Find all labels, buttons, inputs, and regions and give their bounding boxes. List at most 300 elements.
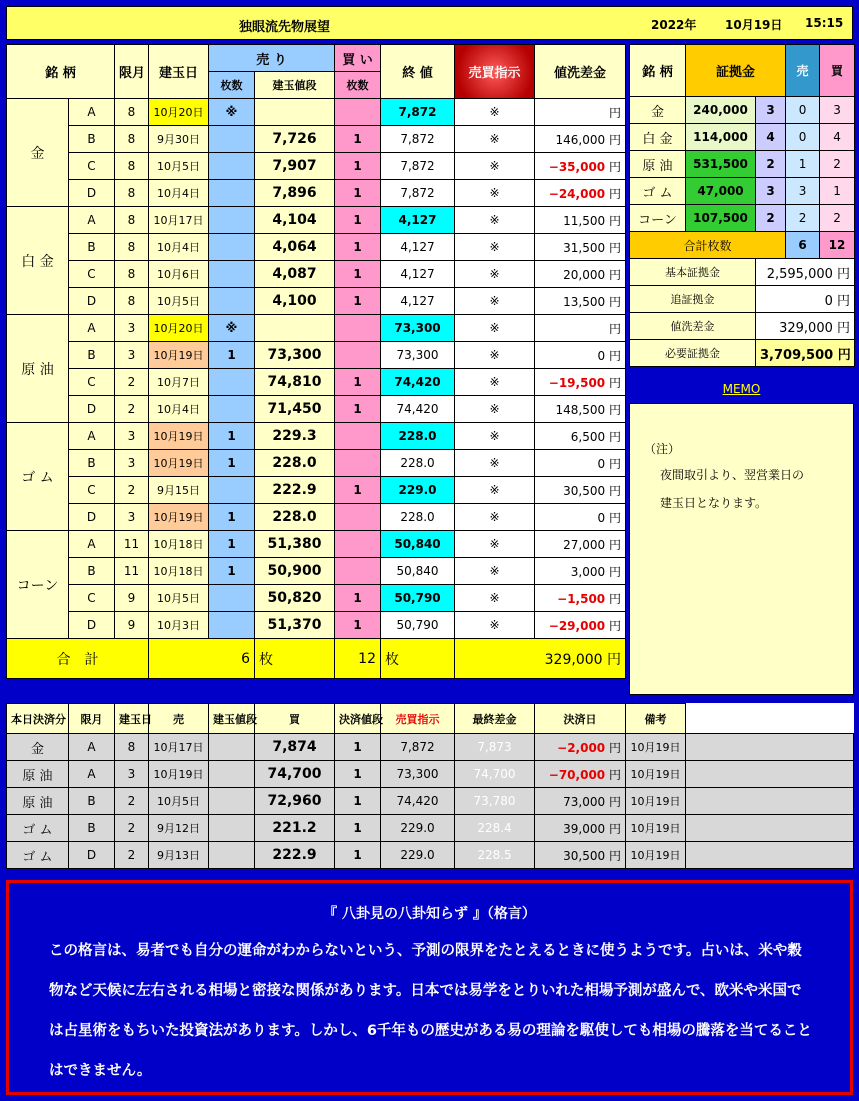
margin-total-label: 合計枚数 <box>630 232 786 259</box>
position-price[interactable]: 71,450 <box>255 396 335 423</box>
settle-price: 222.9 <box>255 842 335 869</box>
position-buy-count[interactable]: 1 <box>335 234 381 261</box>
position-date: 10月3日 <box>149 612 209 639</box>
position-nearai: 11,500 円 <box>535 207 626 234</box>
position-letter: A <box>69 423 115 450</box>
settle-date: 10月5日 <box>149 788 209 815</box>
header-date: 10月19日 <box>725 18 783 32</box>
position-price[interactable]: 7,907 <box>255 153 335 180</box>
settle-commodity: 原 油 <box>7 761 69 788</box>
position-instruction[interactable]: ※ <box>455 126 535 153</box>
settle-price: 72,960 <box>255 788 335 815</box>
settle-sell <box>209 788 255 815</box>
header-time: 15:15 <box>805 16 844 30</box>
margin-buy: 4 <box>820 124 855 151</box>
memo-link[interactable]: MEMO <box>722 382 761 396</box>
position-sell-count[interactable]: 1 <box>209 504 255 531</box>
position-date: 10月5日 <box>149 585 209 612</box>
position-instruction[interactable]: ※ <box>455 342 535 369</box>
position-month: 11 <box>115 558 149 585</box>
position-instruction[interactable]: ※ <box>455 261 535 288</box>
settle-instruction: 228.4 <box>455 815 535 842</box>
commodity-name: 金 <box>7 99 69 207</box>
position-letter: D <box>69 288 115 315</box>
memo-header <box>629 378 854 400</box>
settle-commodity: 原 油 <box>7 788 69 815</box>
margin-sell: 0 <box>786 97 820 124</box>
commodity-name: ゴ ム <box>7 423 69 531</box>
margin-total-sell: 6 <box>786 232 820 259</box>
position-letter: B <box>69 234 115 261</box>
position-row <box>7 288 626 315</box>
position-letter: C <box>69 477 115 504</box>
position-instruction[interactable]: ※ <box>455 558 535 585</box>
position-row <box>7 207 626 234</box>
position-instruction[interactable]: ※ <box>455 153 535 180</box>
position-close: 74,420 <box>381 369 455 396</box>
position-sell-count[interactable]: 1 <box>209 423 255 450</box>
position-price[interactable]: 228.0 <box>255 450 335 477</box>
commodity-name: 原 油 <box>7 315 69 423</box>
proverb-body: この格言は、易者でも自分の運命がわからないという、予測の限界をたとえるときに使うようです。占いは、米や穀物など天候に左右される相場と密接な関係があります。日本では易学をとりいれた相場予測が盛んで、欧米や米国では占星術をもちいた投資法があります。しかし、6千年もの歴史がある易の理論を駆使しても相場の騰落を当てることはできません。 <box>49 943 812 1079</box>
position-nearai: 146,000 円 <box>535 126 626 153</box>
settle-remarks[interactable] <box>686 815 854 842</box>
margin-total-buy: 12 <box>820 232 855 259</box>
position-sell-count[interactable] <box>209 612 255 639</box>
position-row <box>7 126 626 153</box>
position-letter: C <box>69 261 115 288</box>
position-letter: D <box>69 396 115 423</box>
title-bar <box>6 6 853 40</box>
total-label: 合 計 <box>7 639 149 679</box>
memo-line-1: （注） <box>644 442 681 456</box>
margin-summary-label: 必要証拠金 <box>630 340 756 367</box>
position-row <box>7 315 626 342</box>
position-instruction[interactable]: ※ <box>455 396 535 423</box>
margin-summary-row <box>630 340 855 367</box>
position-month: 8 <box>115 126 149 153</box>
position-nearai: 0 円 <box>535 504 626 531</box>
margin-sell: 3 <box>786 178 820 205</box>
settle-month: 2 <box>115 788 149 815</box>
settle-col: 建玉日 <box>115 704 149 734</box>
position-buy-count[interactable]: 1 <box>335 261 381 288</box>
position-sell-count[interactable] <box>209 369 255 396</box>
position-row <box>7 99 626 126</box>
total-buy: 12 <box>335 639 381 679</box>
settle-col: 決済値段 <box>335 704 381 734</box>
commodity-name: コーン <box>7 531 69 639</box>
position-buy-count[interactable]: 1 <box>335 288 381 315</box>
position-sell-count[interactable] <box>209 585 255 612</box>
settle-buy: 1 <box>335 761 381 788</box>
col-uri: 売 り <box>209 45 335 72</box>
position-close: 4,127 <box>381 234 455 261</box>
margin-summary-row <box>630 259 855 286</box>
settle-commodity: ゴ ム <box>7 815 69 842</box>
position-date: 10月5日 <box>149 153 209 180</box>
position-buy-count[interactable]: 1 <box>335 477 381 504</box>
position-buy-count[interactable]: 1 <box>335 612 381 639</box>
settle-date: 10月19日 <box>149 761 209 788</box>
margin-summary-label: 追証拠金 <box>630 286 756 313</box>
position-nearai: −1,500 円 <box>535 585 626 612</box>
position-month: 2 <box>115 477 149 504</box>
position-sell-count[interactable] <box>209 477 255 504</box>
position-date: 10月19日 <box>149 504 209 531</box>
position-instruction[interactable]: ※ <box>455 450 535 477</box>
settle-commodity: 金 <box>7 734 69 761</box>
position-letter: B <box>69 450 115 477</box>
settle-final: 39,000 円 <box>535 815 626 842</box>
settle-day: 10月19日 <box>626 734 686 761</box>
position-row <box>7 450 626 477</box>
margin-row <box>630 205 855 232</box>
position-letter: A <box>69 99 115 126</box>
settle-settle-price: 73,300 <box>381 761 455 788</box>
col-buy-maisu: 枚数 <box>335 72 381 99</box>
position-instruction[interactable]: ※ <box>455 234 535 261</box>
position-instruction[interactable]: ※ <box>455 315 535 342</box>
position-date: 10月4日 <box>149 396 209 423</box>
margin-summary-value: 3,709,500 円 <box>756 340 855 367</box>
margin-summary-row <box>630 286 855 313</box>
position-instruction[interactable]: ※ <box>455 180 535 207</box>
header-year: 2022年 <box>651 18 697 32</box>
position-price[interactable]: 74,810 <box>255 369 335 396</box>
settle-sell <box>209 734 255 761</box>
position-buy-count[interactable]: 1 <box>335 126 381 153</box>
position-price[interactable]: 7,726 <box>255 126 335 153</box>
position-nearai: −19,500 円 <box>535 369 626 396</box>
settle-final: −70,000 円 <box>535 761 626 788</box>
position-date: 10月17日 <box>149 207 209 234</box>
margin-lots: 2 <box>756 205 786 232</box>
position-instruction[interactable]: ※ <box>455 369 535 396</box>
settle-final: −2,000 円 <box>535 734 626 761</box>
position-buy-count[interactable] <box>335 450 381 477</box>
position-sell-count[interactable] <box>209 396 255 423</box>
position-buy-count[interactable] <box>335 99 381 126</box>
position-row <box>7 153 626 180</box>
position-sell-count[interactable]: 1 <box>209 531 255 558</box>
margin-buy: 2 <box>820 151 855 178</box>
position-instruction[interactable]: ※ <box>455 477 535 504</box>
position-month: 8 <box>115 180 149 207</box>
position-buy-count[interactable] <box>335 342 381 369</box>
position-nearai: −35,000 円 <box>535 153 626 180</box>
position-row <box>7 477 626 504</box>
position-price[interactable]: 7,896 <box>255 180 335 207</box>
settle-buy: 1 <box>335 788 381 815</box>
position-month: 2 <box>115 369 149 396</box>
position-row <box>7 180 626 207</box>
position-date: 10月20日 <box>149 99 209 126</box>
position-row <box>7 558 626 585</box>
settle-instruction: 7,873 <box>455 734 535 761</box>
position-close: 7,872 <box>381 180 455 207</box>
position-instruction[interactable]: ※ <box>455 423 535 450</box>
margin-summary-value: 329,000 円 <box>756 313 855 340</box>
position-price[interactable]: 228.0 <box>255 504 335 531</box>
position-sell-count[interactable] <box>209 234 255 261</box>
settle-final: 30,500 円 <box>535 842 626 869</box>
settle-price: 74,700 <box>255 761 335 788</box>
position-row <box>7 342 626 369</box>
margin-buy: 1 <box>820 178 855 205</box>
position-nearai: 6,500 円 <box>535 423 626 450</box>
settle-date: 9月12日 <box>149 815 209 842</box>
settle-commodity: ゴ ム <box>7 842 69 869</box>
settle-letter: A <box>69 734 115 761</box>
position-close: 74,420 <box>381 396 455 423</box>
position-instruction[interactable]: ※ <box>455 531 535 558</box>
position-nearai: 27,000 円 <box>535 531 626 558</box>
position-sell-count[interactable] <box>209 261 255 288</box>
position-buy-count[interactable]: 1 <box>335 369 381 396</box>
position-price[interactable]: 229.3 <box>255 423 335 450</box>
col-kai: 買 い <box>335 45 381 72</box>
margin-table <box>629 44 855 367</box>
position-row <box>7 261 626 288</box>
position-month: 9 <box>115 585 149 612</box>
margin-amount: 240,000 <box>686 97 756 124</box>
position-row <box>7 369 626 396</box>
settle-instruction: 228.5 <box>455 842 535 869</box>
settle-col[interactable]: 売買指示 <box>381 704 455 734</box>
position-price[interactable]: 73,300 <box>255 342 335 369</box>
settle-month: 2 <box>115 815 149 842</box>
position-sell-count[interactable] <box>209 126 255 153</box>
position-sell-count[interactable]: ※ <box>209 99 255 126</box>
position-nearai: 13,500 円 <box>535 288 626 315</box>
margin-buy: 3 <box>820 97 855 124</box>
baibai-shiji-button[interactable]: 売買指示 <box>455 45 535 99</box>
settle-instruction: 73,780 <box>455 788 535 815</box>
position-close: 50,840 <box>381 558 455 585</box>
margin-sell: 2 <box>786 205 820 232</box>
position-close: 73,300 <box>381 315 455 342</box>
position-letter: B <box>69 558 115 585</box>
position-nearai: 0 円 <box>535 450 626 477</box>
margin-amount: 531,500 <box>686 151 756 178</box>
settle-remarks[interactable] <box>686 734 854 761</box>
position-month: 8 <box>115 261 149 288</box>
position-buy-count[interactable]: 1 <box>335 396 381 423</box>
memo-line-3: 建玉日となります。 <box>660 496 768 510</box>
position-letter: B <box>69 126 115 153</box>
settle-final: 73,000 円 <box>535 788 626 815</box>
settle-day: 10月19日 <box>626 815 686 842</box>
settle-col: 決済日 <box>535 704 626 734</box>
position-row <box>7 234 626 261</box>
position-sell-count[interactable]: 1 <box>209 450 255 477</box>
position-sell-count[interactable] <box>209 180 255 207</box>
position-nearai: −29,000 円 <box>535 612 626 639</box>
position-instruction[interactable]: ※ <box>455 504 535 531</box>
position-nearai: 円 <box>535 99 626 126</box>
position-month: 3 <box>115 315 149 342</box>
position-close: 228.0 <box>381 504 455 531</box>
settle-remarks[interactable] <box>686 761 854 788</box>
settle-col: 本日決済分 <box>7 704 69 734</box>
position-date: 10月20日 <box>149 315 209 342</box>
position-buy-count[interactable] <box>335 531 381 558</box>
margin-amount: 107,500 <box>686 205 756 232</box>
margin-row <box>630 151 855 178</box>
position-close: 7,872 <box>381 99 455 126</box>
settle-date: 10月17日 <box>149 734 209 761</box>
position-letter: D <box>69 180 115 207</box>
position-buy-count[interactable] <box>335 504 381 531</box>
position-price[interactable]: 4,064 <box>255 234 335 261</box>
position-instruction[interactable]: ※ <box>455 612 535 639</box>
position-price[interactable] <box>255 99 335 126</box>
settle-row <box>7 815 854 842</box>
position-month: 3 <box>115 342 149 369</box>
settle-instruction: 74,700 <box>455 761 535 788</box>
margin-col-meigara: 銘 柄 <box>630 45 686 97</box>
position-close: 50,790 <box>381 585 455 612</box>
col-tatene: 建玉値段 <box>255 72 335 99</box>
margin-sell: 1 <box>786 151 820 178</box>
position-sell-count[interactable]: 1 <box>209 558 255 585</box>
position-close: 228.0 <box>381 423 455 450</box>
settle-month: 3 <box>115 761 149 788</box>
col-gengetsu: 限月 <box>115 45 149 99</box>
margin-summary-value: 2,595,000 円 <box>756 259 855 286</box>
position-buy-count[interactable]: 1 <box>335 180 381 207</box>
settle-sell <box>209 761 255 788</box>
margin-col-shokokin: 証拠金 <box>686 45 786 97</box>
position-nearai: 円 <box>535 315 626 342</box>
position-close: 4,127 <box>381 261 455 288</box>
positions-table <box>6 44 626 679</box>
settle-day: 10月19日 <box>626 761 686 788</box>
position-sell-count[interactable] <box>209 153 255 180</box>
position-buy-count[interactable] <box>335 423 381 450</box>
margin-commodity: コーン <box>630 205 686 232</box>
position-letter: C <box>69 153 115 180</box>
position-buy-count[interactable]: 1 <box>335 153 381 180</box>
position-price[interactable]: 51,370 <box>255 612 335 639</box>
settle-row <box>7 842 854 869</box>
settle-row <box>7 761 854 788</box>
settle-day: 10月19日 <box>626 842 686 869</box>
position-row <box>7 504 626 531</box>
margin-commodity: 白 金 <box>630 124 686 151</box>
position-month: 11 <box>115 531 149 558</box>
position-price[interactable]: 4,100 <box>255 288 335 315</box>
position-close: 73,300 <box>381 342 455 369</box>
position-month: 8 <box>115 207 149 234</box>
position-month: 8 <box>115 288 149 315</box>
position-month: 2 <box>115 396 149 423</box>
position-price[interactable]: 50,900 <box>255 558 335 585</box>
position-instruction[interactable]: ※ <box>455 99 535 126</box>
settle-month: 8 <box>115 734 149 761</box>
position-date: 9月15日 <box>149 477 209 504</box>
settle-row <box>7 788 854 815</box>
position-month: 8 <box>115 234 149 261</box>
position-nearai: 30,500 円 <box>535 477 626 504</box>
position-date: 10月18日 <box>149 531 209 558</box>
settle-settle-price: 74,420 <box>381 788 455 815</box>
position-sell-count[interactable] <box>209 207 255 234</box>
position-instruction[interactable]: ※ <box>455 207 535 234</box>
position-date: 10月19日 <box>149 450 209 477</box>
position-sell-count[interactable]: ※ <box>209 315 255 342</box>
position-date: 10月19日 <box>149 423 209 450</box>
settle-settle-price: 229.0 <box>381 815 455 842</box>
settle-buy: 1 <box>335 734 381 761</box>
position-row <box>7 585 626 612</box>
margin-amount: 114,000 <box>686 124 756 151</box>
proverb-title: 『 八卦見の八卦知らず 』（格言） <box>323 906 536 922</box>
settle-day: 10月19日 <box>626 788 686 815</box>
margin-col-uri: 売 <box>786 45 820 97</box>
position-sell-count[interactable] <box>209 288 255 315</box>
position-row <box>7 531 626 558</box>
position-price[interactable] <box>255 315 335 342</box>
position-close: 7,872 <box>381 153 455 180</box>
total-value: 329,000 円 <box>455 639 626 679</box>
position-price[interactable]: 4,087 <box>255 261 335 288</box>
margin-lots: 3 <box>756 178 786 205</box>
position-instruction[interactable]: ※ <box>455 585 535 612</box>
position-instruction[interactable]: ※ <box>455 288 535 315</box>
position-nearai: 20,000 円 <box>535 261 626 288</box>
total-sell: 6 <box>149 639 255 679</box>
commodity-name: 白 金 <box>7 207 69 315</box>
position-buy-count[interactable]: 1 <box>335 207 381 234</box>
settle-col: 建玉値段 <box>209 704 255 734</box>
position-buy-count[interactable] <box>335 558 381 585</box>
position-price[interactable]: 50,820 <box>255 585 335 612</box>
position-price[interactable]: 51,380 <box>255 531 335 558</box>
position-month: 3 <box>115 504 149 531</box>
page-title: 独眼流先物展望 <box>239 20 331 35</box>
margin-summary-row <box>630 313 855 340</box>
position-letter: C <box>69 585 115 612</box>
settle-month: 2 <box>115 842 149 869</box>
position-buy-count[interactable]: 1 <box>335 585 381 612</box>
position-buy-count[interactable] <box>335 315 381 342</box>
margin-commodity: 原 油 <box>630 151 686 178</box>
position-date: 10月18日 <box>149 558 209 585</box>
margin-commodity: 金 <box>630 97 686 124</box>
position-letter: C <box>69 369 115 396</box>
position-price[interactable]: 222.9 <box>255 477 335 504</box>
total-buy-unit: 枚 <box>381 639 455 679</box>
position-sell-count[interactable]: 1 <box>209 342 255 369</box>
position-date: 9月30日 <box>149 126 209 153</box>
settle-remarks[interactable] <box>686 788 854 815</box>
margin-summary-label: 値洗差金 <box>630 313 756 340</box>
margin-summary-label: 基本証拠金 <box>630 259 756 286</box>
position-letter: D <box>69 612 115 639</box>
position-close: 229.0 <box>381 477 455 504</box>
position-price[interactable]: 4,104 <box>255 207 335 234</box>
settle-letter: A <box>69 761 115 788</box>
margin-summary-value: 0 円 <box>756 286 855 313</box>
position-month: 3 <box>115 423 149 450</box>
position-date: 10月7日 <box>149 369 209 396</box>
settle-remarks[interactable] <box>686 842 854 869</box>
position-letter: D <box>69 504 115 531</box>
settle-col: 売 <box>149 704 209 734</box>
settle-settle-price: 229.0 <box>381 842 455 869</box>
